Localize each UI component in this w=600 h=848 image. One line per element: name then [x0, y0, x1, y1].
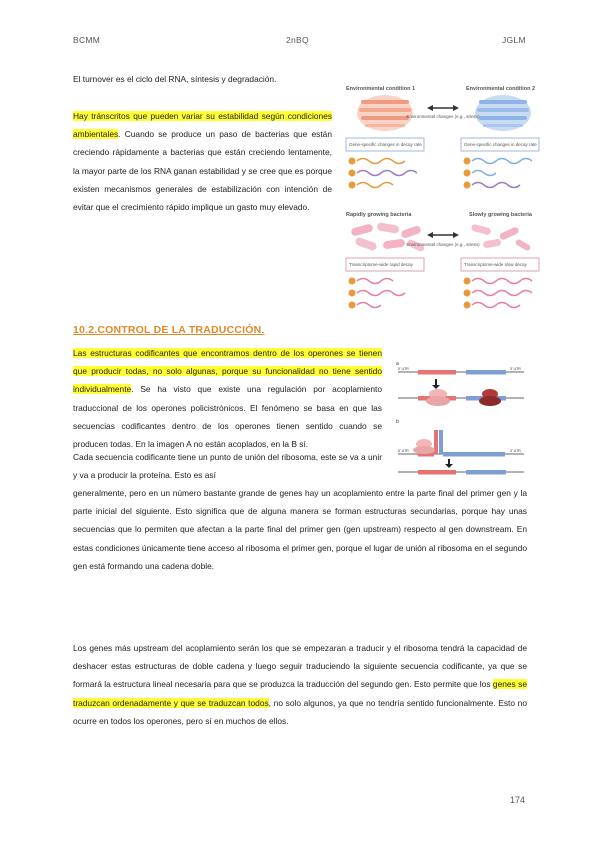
fig1-bottom-left-box: [346, 258, 424, 309]
fig1-bottom-right-title: Slowly growing bacteria: [469, 212, 532, 218]
svg-text:5' UTR: 5' UTR: [398, 449, 409, 453]
paragraph-ribosome-top: Cada secuencia codificante tiene un punto de unión del ribosoma, este se va a unir y va a producir la proteína. Esto es así: [73, 452, 382, 481]
svg-text:Transcriptome-wide slow decay: Transcriptome-wide slow decay: [464, 262, 527, 267]
rna-decay-figure: [343, 80, 543, 325]
fig2-label-b: b: [396, 419, 399, 425]
section-title-dot: .: [261, 324, 265, 336]
paragraph-ribosome-bottom: generalmente, pero en un número bastante grande de genes hay un acoplamiento entre la parte final del primer gen y la parte inicial del siguiente. Esto significa que de alguna manera se forman estructuras secundarias, porque hay unas secuencias que lo permiten que afectan a la parte final del primer gen (gen upstream) respecto al gen downstream. En estas condiciones únicamente tiene acceso al ribosoma el primer gen, porque el lugar de unión al ribosoma en el segundo gen está formando una cadena doble.: [73, 488, 527, 571]
paragraph-turnover: El turnover es el ciclo del RNA, síntesis y degradación.: [73, 74, 277, 84]
svg-text:Gene-specific changes in decay: Gene-specific changes in decay rate: [464, 142, 537, 147]
header-left: BCMM: [73, 35, 101, 45]
paragraph-operons: [73, 344, 382, 453]
fig1-top-left-cell: [357, 95, 413, 131]
paragraph-upstream-before: Los genes más upstream del acoplamiento serán los que se empezaran a traducir y el ribosoma tendrá la capacidad de deshacer estas estructuras de doble cadena y luego seguir traduciendo la siguiente secuencia codificante, ya que se formará la estructura lineal necesaria para que se produzca la traducción del segundo gen. Esto permite que los: [73, 643, 527, 690]
fig1-bottom-arrow-label: Environmental changes (e.g., stress): [406, 242, 480, 247]
svg-text:Transcriptome-wide rapid decay: Transcriptome-wide rapid decay: [349, 262, 413, 267]
fig1-bottom-arrow: [427, 232, 459, 238]
paragraph-stability-rest: . Cuando se produce un paso de bacterias que están creciendo rápidamente a bacterias que están creciendo lentamente, la mayor parte de los RNA ganan estabilidad y se cree que es porque existen mecanismos generales de estabilización con intención de evitar que el crecimiento rápido implique un gasto muy elevado.: [73, 129, 332, 213]
highlight-ordered-translation: genes se traduzcan ordenadamente y que se traduzcan todos: [73, 679, 527, 708]
fig1-bottom-right-box: [461, 258, 539, 309]
svg-text:Gene-specific changes in decay: Gene-specific changes in decay rate: [349, 142, 422, 147]
page-number: 174: [510, 795, 526, 805]
header-center: 2nBQ: [286, 35, 309, 45]
fig1-top-left-title: Environmental condition 1: [346, 86, 416, 92]
translational-coupling-figure: [394, 358, 529, 476]
fig1-top-right-cell: [475, 95, 531, 131]
fig1-top-right-box: [461, 138, 539, 189]
highlight-operons: Las estructuras codificantes que encontramos dentro de los operones se tienen que producir todas, no solo algunas, porque su funcionalidad no tiene sentido individualmente: [73, 348, 382, 395]
fig1-top-right-title: Environmental condition 2: [466, 86, 536, 92]
fig1-top-arrow: [427, 105, 459, 111]
svg-text:3' UTR: 3' UTR: [510, 449, 521, 453]
fig1-bottom-right-cells: [471, 224, 532, 252]
paragraph-operons-rest: . Se ha visto que existe una regulación por acoplamiento traduccional de los operones policistrónicos. El fenómeno se basa en que las secuencias codificantes dentro de los operones tienen sentido cuando se producen todas. En la imagen A no están acoplados, en la B sí.: [73, 384, 382, 450]
fig1-bottom-left-cells: [350, 222, 425, 252]
svg-text:5' UTR: 5' UTR: [398, 367, 409, 371]
fig2-panel-b: [398, 430, 524, 475]
fig1-top-arrow-label: Environmental changes (e.g., stress): [406, 114, 480, 119]
svg-text:3' UTR: 3' UTR: [510, 367, 521, 371]
fig2-panel-a: [398, 367, 524, 406]
paragraph-upstream-after: , no solo algunos, ya que no tendría sentido funcionalmente. Esto no ocurre en todos los operones, pero sí en muchos de ellos.: [73, 697, 527, 726]
fig2-label-a: a: [396, 361, 399, 367]
fig1-top-left-box: [346, 138, 424, 189]
paragraph-stability: [73, 107, 332, 216]
section-title: 10.2.CONTROL DE LA TRADUCCIÓN.: [73, 324, 265, 336]
header-right: JGLM: [502, 35, 526, 45]
highlight-stability: Hay tránscritos que pueden variar su estabilidad según condiciones ambientales: [73, 111, 332, 140]
paragraph-upstream-genes: [73, 639, 527, 730]
fig1-bottom-left-title: Rapidly growing bacteria: [346, 212, 412, 218]
